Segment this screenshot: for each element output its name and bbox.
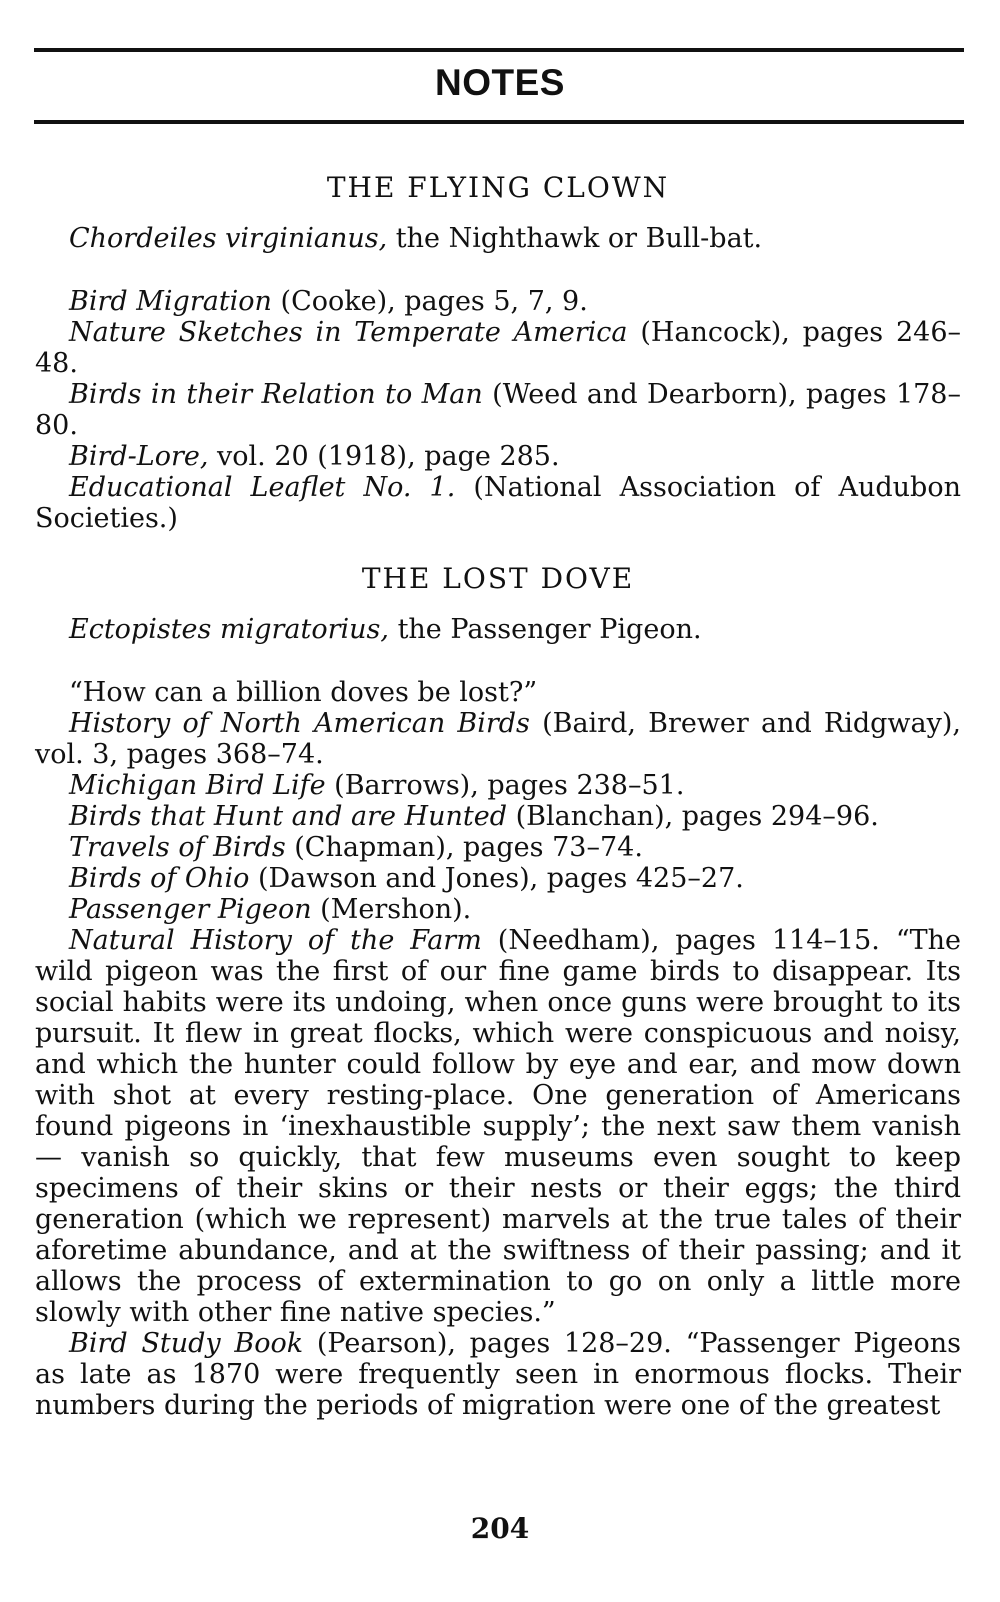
reference-list-lost-dove — [35, 677, 961, 1421]
species-line-passenger-pigeon — [35, 614, 961, 645]
species-latin-name: Chordeiles virginianus, — [69, 223, 388, 254]
reference-entry — [35, 863, 961, 894]
reference-details: (Mershon). — [311, 894, 472, 925]
reference-entry — [35, 770, 961, 801]
reference-details: (Cooke), pages 5, 7, 9. — [271, 286, 588, 317]
reference-entry — [35, 379, 961, 441]
epigraph-quote: “How can a billion doves be lost?” — [69, 677, 538, 708]
reference-details: (Blanchan), pages 294–96. — [507, 801, 879, 832]
reference-details: (Chapman), pages 73–74. — [285, 832, 643, 863]
reference-entry — [35, 832, 961, 863]
reference-details: (Barrows), pages 238–51. — [325, 770, 685, 801]
reference-title: Nature Sketches in Temperate America — [69, 317, 628, 348]
page-body — [35, 150, 961, 1421]
reference-list-flying-clown — [35, 286, 961, 534]
reference-details: vol. 20 (1918), page 285. — [208, 441, 560, 472]
reference-details: (Baird, Brewer and Ridgway), vol. 3, pages 368–74. — [35, 708, 961, 770]
species-latin-name: Ectopistes migratorius, — [69, 614, 389, 645]
reference-entry — [35, 1328, 961, 1421]
reference-title: Travels of Birds — [69, 832, 286, 863]
reference-title: Bird Study Book — [69, 1328, 304, 1359]
section-title-lost-dove: THE LOST DOVE — [361, 562, 635, 595]
reference-title: Birds in their Relation to Man — [69, 379, 483, 410]
reference-title: Michigan Bird Life — [69, 770, 326, 801]
reference-title: History of North American Birds — [69, 708, 530, 739]
reference-entry — [35, 925, 961, 1328]
reference-entry — [35, 708, 961, 770]
reference-details: (Weed and Dearborn), pages 178–80. — [35, 379, 961, 441]
reference-entry — [35, 286, 961, 317]
reference-details: (Dawson and Jones), pages 425–27. — [249, 863, 744, 894]
species-line-nighthawk — [35, 223, 961, 254]
top-rule — [34, 48, 964, 52]
reference-title: Passenger Pigeon — [69, 894, 312, 925]
species-common-name: the Passenger Pigeon. — [388, 614, 702, 645]
reference-entry — [35, 317, 961, 379]
page-title: NOTES — [435, 62, 565, 103]
reference-entry — [35, 894, 961, 925]
reference-details: (Hancock), pages 246–48. — [35, 317, 961, 379]
page-number: 204 — [470, 1512, 530, 1545]
title-rule — [34, 120, 964, 124]
reference-details: (Pearson), pages 128–29. “Passenger Pigeons as late as 1870 were frequently seen in enormous flocks. Their numbers during the periods of migration were one of the greatest — [35, 1328, 962, 1421]
reference-title: Natural History of the Farm — [69, 925, 482, 956]
reference-details: (National Association of Audubon Societies.) — [35, 472, 961, 534]
species-common-name: the Nighthawk or Bull-bat. — [387, 223, 763, 254]
reference-title: Birds of Ohio — [69, 863, 250, 894]
reference-title: Birds that Hunt and are Hunted — [69, 801, 507, 832]
reference-entry — [35, 472, 961, 534]
section-title-flying-clown: THE FLYING CLOWN — [326, 171, 670, 204]
reference-entry — [35, 801, 961, 832]
reference-title: Bird-Lore, — [69, 441, 209, 472]
reference-title: Educational Leaflet No. 1. — [69, 472, 456, 503]
reference-title: Bird Migration — [69, 286, 272, 317]
reference-details: (Needham), pages 114–15. “The wild pigeon was the first of our fine game birds to disappear. Its social habits were its undoing, when once guns were brought to its pursuit. It flew in great flocks, which were conspicuous and noisy, and which the hunter could follow by eye and ear, and mow down with shot at every resting-place. One generation of Americans found pigeons in ‘inexhaustible supply’; the next saw them vanish — vanish so quickly, that few museums even sought to keep specimens of their skins or their nests or their eggs; the third generation (which we represent) marvels at the true tales of their aforetime abundance, and at the swiftness of their passing; and it allows the process of extermination to go on only a little more slowly with other fine native species.” — [35, 925, 961, 1328]
reference-entry — [35, 441, 961, 472]
